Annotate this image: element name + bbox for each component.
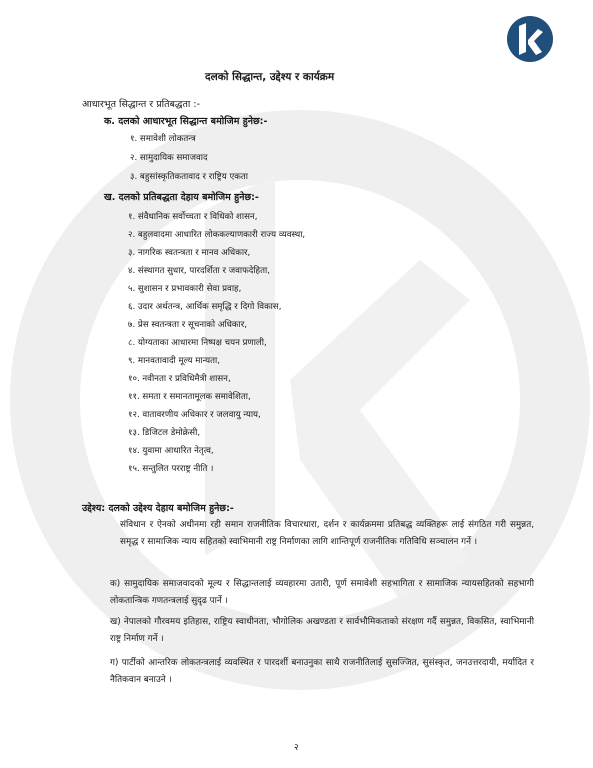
basis-heading: आधारभूत सिद्धान्त र प्रतिबद्धता :- [82, 99, 201, 110]
section-b-heading: ख. दलको प्रतिबद्धता देहाय बमोजिम हुनेछ:- [104, 192, 259, 203]
list-item: ४. संस्थागत सुधार, पारदर्शिता र जवाफदेहिता, [128, 266, 270, 276]
party-logo-icon [505, 14, 555, 64]
list-item: २. बहुलवादमा आधारित लोककल्याणकारी राज्य व्यवस्था, [128, 230, 306, 240]
list-item: १२. वातावरणीय अधिकार र जलवायु न्याय, [128, 410, 261, 420]
list-item: १. संवैधानिक सर्वोच्चता र विधिको शासन, [128, 212, 258, 222]
list-item: ६. उदार अर्थतन्त्र, आर्थिक समृद्धि र दिगो विकास, [128, 302, 282, 312]
list-item: ११. समता र समानतामूलक समावेशिता, [128, 392, 251, 402]
list-item: १०. नवीनता र प्रविधिमैत्री शासन, [128, 374, 231, 384]
list-item: १३. डिजिटल डेमोक्रेसी, [128, 428, 201, 438]
list-item: ३. बहुसांस्कृतिकतावाद र राष्ट्रिय एकता [130, 172, 248, 182]
list-item: ८. योग्यताका आधारमा निष्पक्ष चयन प्रणाली, [128, 338, 267, 348]
list-item: २. सामुदायिक समाजवाद [130, 153, 208, 163]
list-item: १५. सन्तुलित परराष्ट्र नीति । [128, 464, 214, 474]
list-item: ३. नागरिक स्वतन्त्रता र मानव अधिकार, [128, 248, 251, 258]
objective-item: क) सामुदायिक समाजवादको मूल्य र सिद्धान्तलाई व्यवहारमा उतारी, पूर्ण समावेशी सहभागिता र सामाजिक न्यायसहितको सहभागी लोकतान्त्रिक गणतन्त्रलाई सुदृढ पार्ने । [110, 579, 534, 606]
objective-item: ग) पार्टीको आन्तरिक लोकतन्त्रलाई व्यवस्थित र पारदर्शी बनाउनुका साथै राजनीतिलाई सुसज्जित, सुसंस्कृत, जनउत्तरदायी, मर्यादित र नैतिकवान बनाउने । [110, 658, 534, 685]
page-number: २ [294, 743, 299, 753]
list-item: १. समावेशी लोकतन्त्र [130, 134, 196, 144]
objectives-heading: उद्देश्य: दलको उद्देश्य देहाय बमोजिम हुनेछ:- [82, 503, 234, 514]
document-title: दलको सिद्धान्त, उद्देश्य र कार्यक्रम [205, 71, 335, 83]
section-a-heading: क. दलको आधारभूत सिद्धान्त बमोजिम हुनेछ:- [104, 116, 268, 127]
list-item: ७. प्रेस स्वतन्त्रता र सूचनाको अधिकार, [128, 320, 247, 330]
objective-item: ख) नेपालको गौरवमय इतिहास, राष्ट्रिय स्वाधीनता, भौगोलिक अखण्डता र सार्वभौमिकताको संरक्षण गर्दै समुन्नत, विकसित, स्वाभिमानी राष्ट्र निर्माण गर्ने । [110, 617, 534, 644]
objectives-intro: संविधान र ऐनको अधीनमा रही समान राजनीतिक विचारधारा, दर्शन र कार्यक्रममा प्रतिबद्ध व्यक्तिहरू लाई संगठित गरी समुन्नत, समृद्ध र सामाजिक न्याय सहितको स्वाभिमानी राष्ट्र निर्माणका लागि शान्तिपूर्ण राजनीतिक गतिविधि सञ्चालन गर्ने । [120, 520, 534, 547]
list-item: ९. मानवतावादी मूल्य मान्यता, [128, 356, 221, 366]
list-item: ५. सुशासन र प्रभावकारी सेवा प्रवाह, [128, 284, 242, 294]
list-item: १४. युवामा आधारित नेतृत्व, [128, 446, 214, 456]
